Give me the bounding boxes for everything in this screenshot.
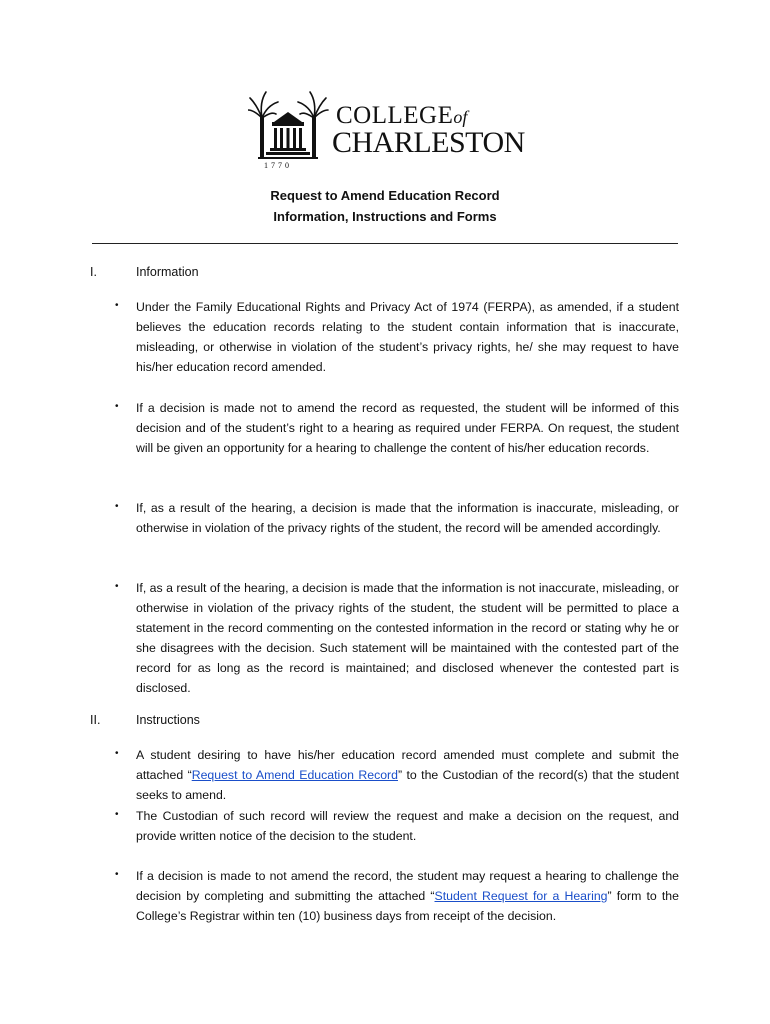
college-seal-icon	[248, 88, 334, 172]
section-heading-instructions: Instructions	[136, 713, 200, 727]
information-paragraph-2: If a decision is made not to amend the record as requested, the student will be informed of this decision and of the student’s right to a hearing as required under FERPA. On request, the student will be given an opportunity for a hearing to challenge the content of his/her education records.	[136, 401, 679, 456]
information-paragraph-1: Under the Family Educational Rights and Privacy Act of 1974 (FERPA), as amended, if a student believes the education records relating to the student contain information that is inaccurate, misleading, or otherwise in violation of the student’s privacy rights, he/ she may request to have his/her education record amended.	[136, 300, 679, 375]
title-divider	[92, 243, 678, 244]
student-request-hearing-link[interactable]: Student Request for a Hearing	[434, 889, 608, 904]
bullet-icon: •	[115, 501, 119, 512]
section-heading-information: Information	[136, 265, 199, 279]
bullet-icon: •	[115, 869, 119, 880]
bullet-icon: •	[115, 300, 119, 311]
logo-charleston: CHARLESTON	[332, 126, 525, 159]
section-numeral: II.	[90, 713, 101, 727]
request-to-amend-link[interactable]: Request to Amend Education Record	[191, 768, 398, 783]
information-paragraph-3: If, as a result of the hearing, a decision is made that the information is inaccurate, misleading, or otherwise in violation of the privacy rights of the student, the record will be amended accordingly.	[136, 501, 679, 536]
instructions-paragraph-1: A student desiring to have his/her education record amended must complete and submit the attached “Request to Amend Education Record” to the Custodian of the record(s) that the student seeks to amend.	[136, 748, 679, 803]
section-numeral: I.	[90, 265, 97, 279]
logo-college-of: COLLEGEof	[336, 102, 468, 129]
college-logo	[248, 88, 528, 172]
logo-year: 1770	[264, 161, 292, 170]
information-paragraph-4: If, as a result of the hearing, a decision is made that the information is not inaccurate, misleading, or otherwise in violation of the privacy rights of the student, the student will be permitted to place a statement in the record commenting on the contested information in the record or stating why he or she disagrees with the decision. Such statement will be maintained with the contested part of the record for as long as the record is maintained; and disclosed whenever the contested part is disclosed.	[136, 581, 679, 696]
document-subtitle: Information, Instructions and Forms	[273, 209, 497, 224]
instructions-paragraph-3: If a decision is made to not amend the record, the student may request a hearing to challenge the decision by completing and submitting the attached “Student Request for a Hearing” form to the College’s Registrar within ten (10) business days from receipt of the decision.	[136, 869, 679, 924]
bullet-icon: •	[115, 581, 119, 592]
instructions-paragraph-2: The Custodian of such record will review the request and make a decision on the request, and provide written notice of the decision to the student.	[136, 809, 679, 844]
bullet-icon: •	[115, 748, 119, 759]
bullet-icon: •	[115, 401, 119, 412]
document-title: Request to Amend Education Record	[270, 188, 500, 203]
bullet-icon: •	[115, 809, 119, 820]
